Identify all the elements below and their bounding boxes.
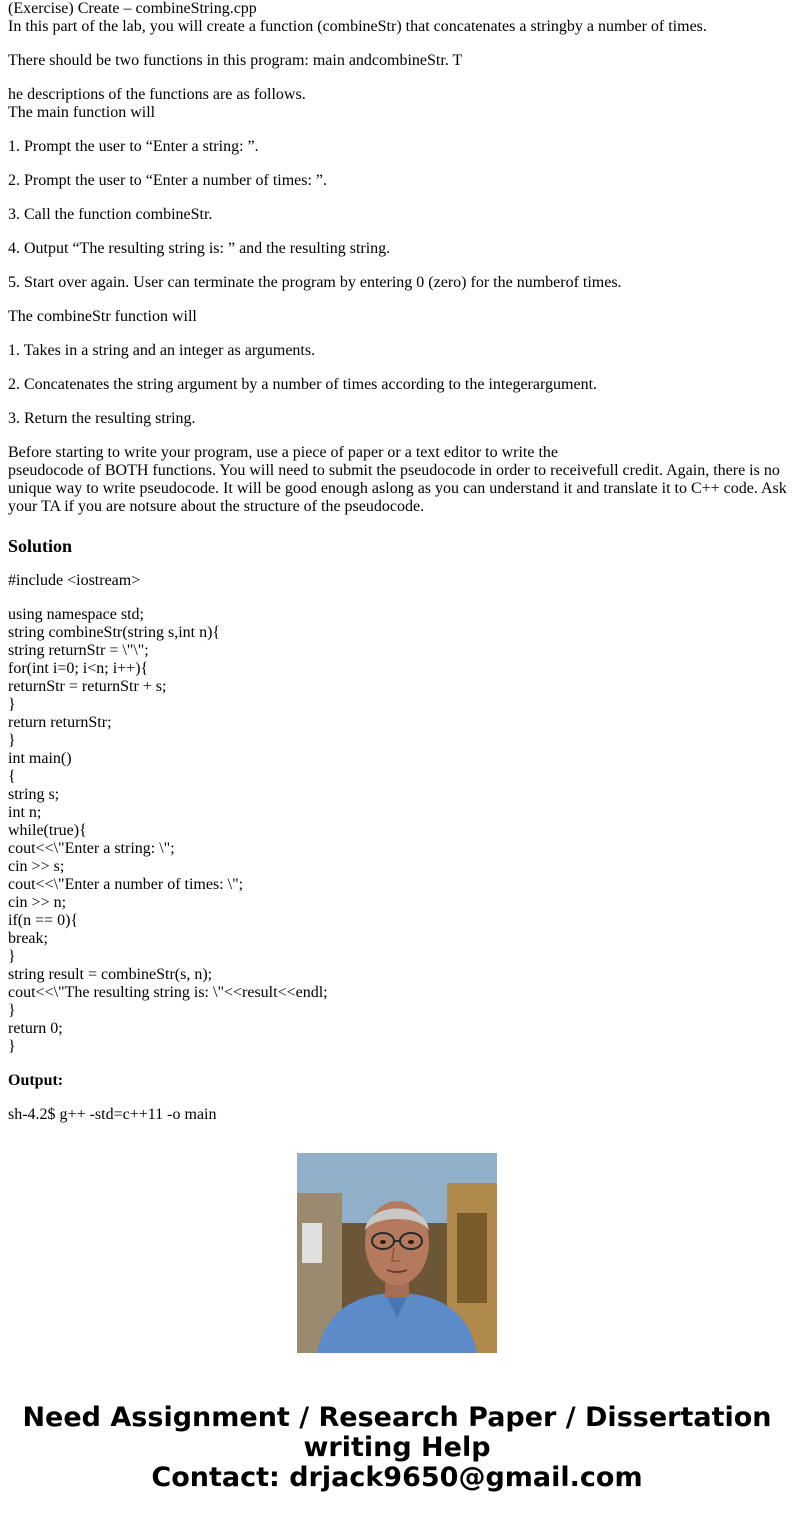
contact-banner [0, 1403, 794, 1493]
code-line: while(true){ [8, 822, 87, 839]
banner-contact-line: Contact: drjack9650@gmail.com [151, 1462, 643, 1493]
exercise-title: (Exercise) Create – combineString.cpp [8, 0, 257, 17]
solution-heading: Solution [8, 536, 73, 556]
two-functions-paragraph: There should be two functions in this program: main andcombineStr. T [8, 52, 463, 69]
banner-line-2: writing Help [303, 1432, 491, 1463]
code-line: for(int i=0; i<n; i++){ [8, 660, 149, 677]
code-line: } [8, 948, 16, 965]
code-line: } [8, 732, 16, 749]
output-partial-line: sh-4.2$ g++ -std=c++11 -o main [8, 1106, 217, 1123]
code-line: } [8, 1038, 16, 1055]
output-label: Output: [8, 1072, 64, 1089]
banner-line-1: Need Assignment / Research Paper / Dissertation [22, 1402, 772, 1433]
code-line: using namespace std; [8, 606, 144, 623]
author-portrait-image [297, 1153, 497, 1353]
combine-step: 1. Takes in a string and an integer as arguments. [8, 342, 316, 359]
author-photo [297, 1153, 497, 1353]
combine-intro: The combineStr function will [8, 308, 197, 325]
code-line: cout<<\"Enter a string: \"; [8, 840, 175, 857]
code-line: cin >> n; [8, 894, 67, 911]
code-line: int main() [8, 750, 72, 767]
main-step: 5. Start over again. User can terminate the program by entering 0 (zero) for the numberof times. [8, 274, 622, 291]
code-line: } [8, 1002, 16, 1019]
code-include-line: #include <iostream> [8, 572, 141, 589]
intro-paragraph: In this part of the lab, you will create a function (combineStr) that concatenates a stringby a number of times. [8, 18, 707, 35]
code-line: if(n == 0){ [8, 912, 79, 929]
main-step: 3. Call the function combineStr. [8, 206, 213, 223]
pseudocode-line-1: Before starting to write your program, use a piece of paper or a text editor to write the [8, 444, 559, 461]
code-line: { [8, 768, 16, 785]
code-line: string combineStr(string s,int n){ [8, 624, 221, 641]
code-line: string returnStr = \"\"; [8, 642, 149, 659]
code-line: return 0; [8, 1020, 63, 1037]
code-block [8, 606, 788, 1056]
code-line: cout<<\"Enter a number of times: \"; [8, 876, 244, 893]
main-step: 4. Output “The resulting string is: ” and the resulting string. [8, 240, 391, 257]
code-line: return returnStr; [8, 714, 112, 731]
main-step: 2. Prompt the user to “Enter a number of times: ”. [8, 172, 328, 189]
code-line: string result = combineStr(s, n); [8, 966, 213, 983]
document-content [8, 0, 791, 1123]
code-line: cout<<\"The resulting string is: \"<<result<<endl; [8, 984, 328, 1001]
code-line: int n; [8, 804, 42, 821]
main-step: 1. Prompt the user to “Enter a string: ”. [8, 138, 259, 155]
main-intro: The main function will [8, 104, 156, 121]
code-line: } [8, 696, 16, 713]
combine-step: 3. Return the resulting string. [8, 410, 196, 427]
code-line: break; [8, 930, 48, 947]
descriptions-line: he descriptions of the functions are as follows. [8, 86, 306, 103]
code-line: returnStr = returnStr + s; [8, 678, 167, 695]
pseudocode-paragraph: pseudocode of BOTH functions. You will need to submit the pseudocode in order to receivefull credit. Again, there is no unique way to write pseudocode. It will be good enough aslong as you can understand it and translate it to C++ code. Ask your TA if you are notsure about the structure of the pseudocode. [8, 462, 791, 515]
code-line: string s; [8, 786, 60, 803]
code-line: cin >> s; [8, 858, 65, 875]
combine-step: 2. Concatenates the string argument by a number of times according to the integerargument. [8, 376, 598, 393]
